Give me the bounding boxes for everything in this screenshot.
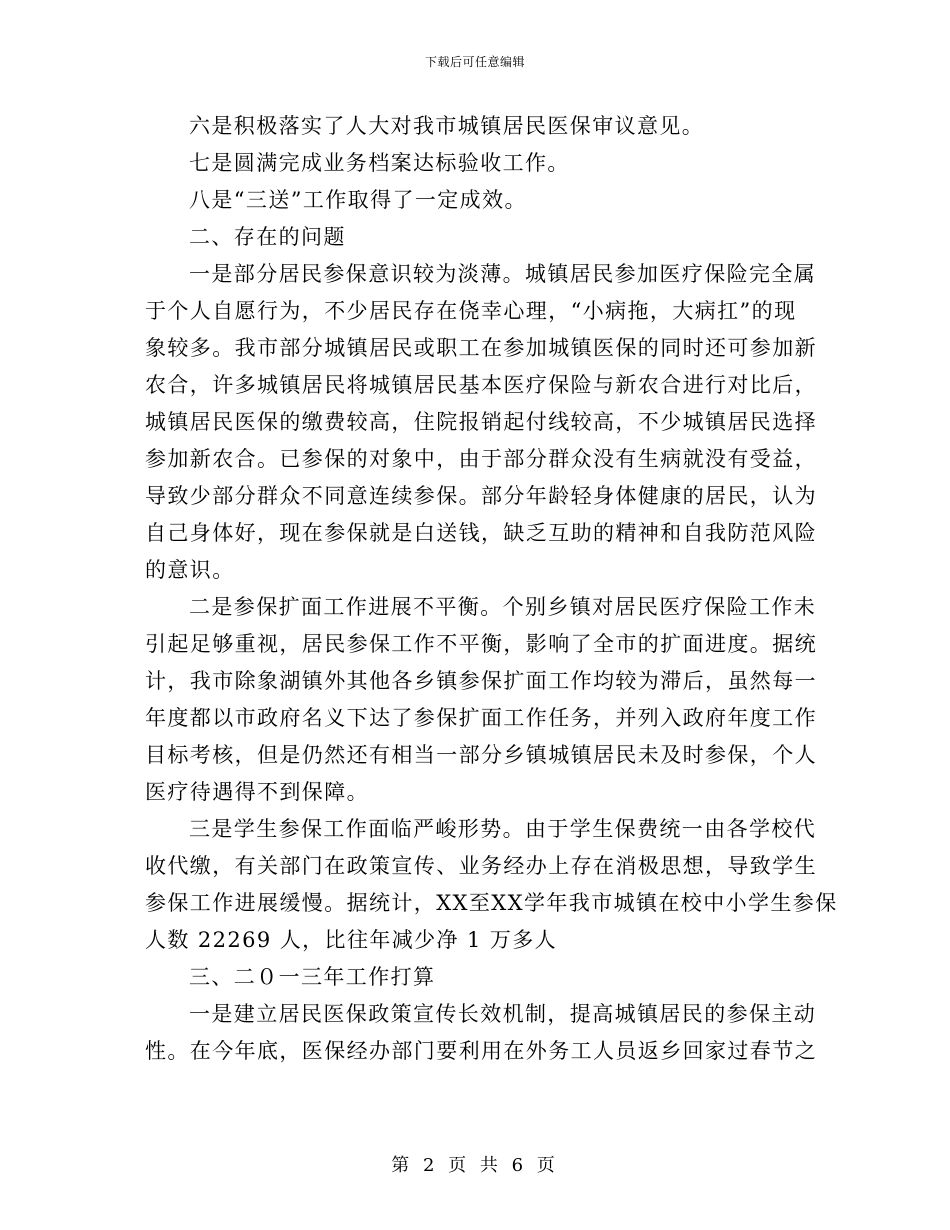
text-line: 参加新农合。已参保的对象中，由于部分群众没有生病就没有受益， bbox=[145, 447, 817, 471]
text-line: 七是圆满完成业务档案达标验收工作。 bbox=[189, 151, 570, 175]
text-line: 年度都以市政府名义下达了参保扩面工作任务，并列入政府年度工作 bbox=[145, 706, 817, 730]
text-line: 引起足够重视，居民参保工作不平衡，影响了全市的扩面进度。据统 bbox=[145, 632, 817, 656]
text-line: 八是“三送”工作取得了一定成效。 bbox=[189, 188, 527, 212]
text-line: 计，我市除象湖镇外其他各乡镇参保扩面工作均较为滞后，虽然每一 bbox=[145, 669, 817, 693]
text-line: 城镇居民医保的缴费较高，住院报销起付线较高，不少城镇居民选择 bbox=[145, 410, 817, 434]
text-line: 六是积极落实了人大对我市城镇居民医保审议意见。 bbox=[189, 114, 705, 138]
text-line: 性。在今年底，医保经办部门要利用在外务工人员返乡回家过春节之 bbox=[145, 1039, 817, 1063]
text-line: 目标考核，但是仍然还有相当一部分乡镇城镇居民未及时参保，个人 bbox=[145, 743, 817, 767]
text-line: 一是部分居民参保意识较为淡薄。城镇居民参加医疗保险完全属 bbox=[189, 262, 817, 286]
text-line: 三是学生参保工作面临严峻形势。由于学生保费统一由各学校代 bbox=[189, 817, 817, 841]
text-line: 的意识。 bbox=[145, 558, 235, 582]
text-line: 三、二０一三年工作打算 bbox=[189, 965, 436, 989]
text-line: 参保工作进展缓慢。据统计，XX至XX学年我市城镇在校中小学生参保 bbox=[145, 891, 838, 915]
text-line: 象较多。我市部分城镇居民或职工在参加城镇医保的同时还可参加新 bbox=[145, 336, 817, 360]
text-line: 于个人自愿行为，不少居民存在侥幸心理，“小病拖，大病扛”的现 bbox=[145, 299, 797, 323]
text-line: 二、存在的问题 bbox=[189, 225, 346, 249]
text-line: 导致少部分群众不同意连续参保。部分年龄轻身体健康的居民，认为 bbox=[145, 484, 817, 508]
text-line: 农合，许多城镇居民将城镇居民基本医疗保险与新农合进行对比后， bbox=[145, 373, 817, 397]
page-number: 第 2 页 共 6 页 bbox=[391, 1155, 559, 1176]
text-line: 收代缴，有关部门在政策宣传、业务经办上存在消极思想，导致学生 bbox=[145, 854, 817, 878]
text-line: 自己身体好，现在参保就是白送钱，缺乏互助的精神和自我防范风险 bbox=[145, 521, 817, 545]
text-line: 一是建立居民医保政策宣传长效机制，提高城镇居民的参保主动 bbox=[189, 1002, 817, 1026]
text-line: 二是参保扩面工作进展不平衡。个别乡镇对居民医疗保险工作未 bbox=[189, 595, 817, 619]
text-line: 人数 22269 人，比往年减少净 1 万多人 bbox=[145, 928, 558, 952]
page-header: 下载后可任意编辑 bbox=[424, 55, 525, 69]
document-body bbox=[145, 108, 838, 1070]
text-line: 医疗待遇得不到保障。 bbox=[145, 780, 369, 804]
